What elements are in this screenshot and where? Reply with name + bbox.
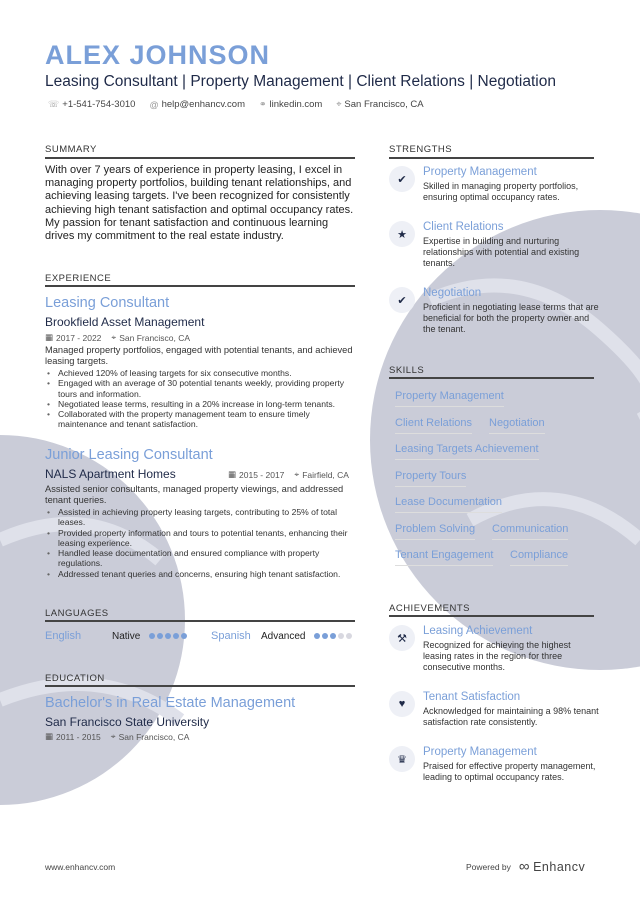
- strength-desc: Expertise in building and nurturing relationships with potential and existing tenants.: [423, 236, 580, 268]
- achievements-divider: [389, 615, 594, 617]
- achievement-desc: Recognized for achieving the highest leasing rates in the region for three consecutive months.: [423, 640, 571, 672]
- list-item: • Assisted in achieving property leasing targets, contributing to 25% of total leases.: [47, 507, 355, 528]
- language-dots-2: [314, 633, 352, 639]
- wand-icon: ⚒: [389, 625, 415, 651]
- experience-divider: [45, 285, 355, 287]
- languages-divider: [45, 620, 355, 622]
- strength-desc: Proficient in negotiating lease terms that are beneficial for both the property owner and the tenant.: [423, 302, 599, 334]
- language-dots-1: [149, 633, 211, 639]
- pin-icon: ⌖: [111, 332, 117, 342]
- contact-row: [48, 99, 424, 110]
- languages-heading: LANGUAGES: [45, 608, 109, 619]
- list-item: • Engaged with an average of 30 potential tenants weekly, providing property tours and information.: [47, 378, 355, 399]
- summary-text: With over 7 years of experience in property leasing, I excel in managing property portfolios, building tenant relationships, and achieving leasing targets. I've been recognized for consistently achieving high tenant satisfaction and optimal occupancy rates. My passion for tenant satisfaction and continuous learning drives my commitment to the real estate industry.: [45, 164, 354, 243]
- check-icon: ✔: [389, 166, 415, 192]
- summary-divider: [45, 157, 355, 159]
- skill-tag: Compliance: [510, 549, 568, 566]
- school: San Francisco State University: [45, 715, 210, 729]
- strengths-divider: [389, 157, 594, 159]
- footer-website[interactable]: www.enhancv.com: [45, 862, 116, 872]
- achievement-title: Tenant Satisfaction: [423, 691, 521, 703]
- contact-email[interactable]: [149, 99, 245, 110]
- job-dates-1: 2017 - 2022: [56, 332, 102, 343]
- contact-linkedin[interactable]: [259, 99, 322, 110]
- list-item: • Achieved 120% of leasing targets for six consecutive months.: [47, 368, 355, 378]
- skill-tag: Property Tours: [395, 470, 466, 487]
- skills-heading: SKILLS: [389, 365, 425, 376]
- summary-heading: SUMMARY: [45, 144, 97, 155]
- job-location-1: San Francisco, CA: [119, 332, 191, 343]
- level-dot: [181, 633, 187, 639]
- achievement-desc: Praised for effective property management, leading to optimal occupancy rates.: [423, 761, 596, 782]
- list-item: • Negotiated lease terms, resulting in a 20% increase in long-term tenants.: [47, 399, 355, 409]
- list-item: • Handled lease documentation and ensured compliance with property regulations.: [47, 548, 355, 569]
- strength-title: Client Relations: [423, 221, 504, 233]
- achievement-title: Leasing Achievement: [423, 625, 533, 637]
- achievement-title: Property Management: [423, 746, 537, 758]
- company-2: NALS Apartment Homes: [45, 467, 176, 481]
- footer-branding: [466, 858, 585, 875]
- achievement-desc: Acknowledged for maintaining a 98% tenant satisfaction rate consistently.: [423, 706, 599, 727]
- pin-icon: ⌖: [336, 99, 342, 109]
- strength-title: Negotiation: [423, 287, 482, 299]
- level-dot: [165, 633, 171, 639]
- linkedin-text: linkedin.com: [269, 99, 323, 110]
- contact-phone: [48, 99, 135, 110]
- language-name-1: English: [45, 630, 82, 642]
- language-level-1: Native: [112, 630, 141, 642]
- job-bullets-1: [47, 368, 355, 430]
- level-dot: [322, 633, 328, 639]
- job-description-2: Assisted senior consultants, managed property viewings, and addressed tenant queries.: [45, 484, 344, 505]
- level-dot: [338, 633, 344, 639]
- experience-heading: EXPERIENCE: [45, 273, 112, 284]
- language-name-2: Spanish: [211, 630, 251, 642]
- list-item: • Addressed tenant queries and concerns, ensuring high tenant satisfaction.: [47, 569, 355, 579]
- degree: Bachelor's in Real Estate Management: [45, 695, 296, 711]
- strengths-heading: STRENGTHS: [389, 144, 453, 155]
- headline: Leasing Consultant | Property Management | Client Relations | Negotiation: [45, 73, 556, 90]
- calendar-icon: ▦: [228, 469, 237, 479]
- job-dates-2: 2015 - 2017: [239, 469, 285, 480]
- infinity-icon: ∞: [518, 858, 531, 875]
- email-text: help@enhancv.com: [161, 99, 245, 110]
- job-description-1: Managed property portfolios, engaged with potential tenants, and achieved leasing targets.: [45, 345, 353, 366]
- education-location: San Francisco, CA: [118, 731, 190, 742]
- phone-text: +1-541-754-3010: [62, 99, 136, 110]
- pin-icon: ⌖: [110, 731, 116, 741]
- level-dot: [330, 633, 336, 639]
- skill-tag: Negotiation: [489, 417, 545, 434]
- pin-icon: ⌖: [294, 469, 300, 479]
- languages-row: [45, 630, 352, 642]
- heart-icon: ♥: [389, 691, 415, 717]
- powered-by-text: Powered by: [466, 861, 511, 872]
- at-icon: @: [149, 99, 159, 110]
- level-dot: [346, 633, 352, 639]
- skill-tag: Communication: [492, 523, 568, 540]
- calendar-icon: ▦: [45, 731, 54, 741]
- brand-logo[interactable]: [519, 858, 585, 875]
- skill-tag: Tenant Engagement: [395, 549, 493, 566]
- job-title-1: Leasing Consultant: [45, 295, 170, 311]
- contact-location: [336, 99, 423, 110]
- education-meta: [45, 731, 189, 742]
- company-1: Brookfield Asset Management: [45, 315, 205, 329]
- job-location-2: Fairfield, CA: [302, 469, 349, 480]
- level-dot: [149, 633, 155, 639]
- language-level-2: Advanced: [261, 630, 306, 642]
- achievements-heading: ACHIEVEMENTS: [389, 603, 470, 614]
- skills-divider: [389, 377, 594, 379]
- strength-desc: Skilled in managing property portfolios, ensuring optimal occupancy rates.: [423, 181, 579, 202]
- education-dates: 2011 - 2015: [56, 731, 101, 742]
- check-icon: ✔: [389, 287, 415, 313]
- skill-tag: Lease Documentation: [395, 496, 502, 513]
- skill-tag: Problem Solving: [395, 523, 475, 540]
- skill-tag: Client Relations: [395, 417, 472, 434]
- job-meta-2: [228, 469, 349, 480]
- phone-icon: ☏: [48, 99, 60, 109]
- education-heading: EDUCATION: [45, 673, 105, 684]
- job-meta-1: [45, 332, 190, 343]
- level-dot: [173, 633, 179, 639]
- list-item: • Collaborated with the property management team to ensure timely maintenance and tenant satisfaction.: [47, 409, 355, 430]
- education-divider: [45, 685, 355, 687]
- level-dot: [314, 633, 320, 639]
- job-bullets-2: [47, 507, 355, 579]
- candidate-name: ALEX JOHNSON: [45, 40, 271, 70]
- job-title-2: Junior Leasing Consultant: [45, 447, 213, 463]
- location-text: San Francisco, CA: [344, 99, 424, 110]
- star-icon: ★: [389, 221, 415, 247]
- strength-title: Property Management: [423, 166, 537, 178]
- trophy-icon: ♛: [389, 746, 415, 772]
- skill-tag: Property Management: [395, 390, 504, 407]
- link-icon: ⚭: [258, 99, 267, 109]
- calendar-icon: ▦: [45, 332, 54, 342]
- skill-tag: Leasing Targets Achievement: [395, 443, 539, 460]
- list-item: • Provided property information and tours to potential tenants, enhancing their leasing experience.: [47, 528, 355, 549]
- brand-name: Enhancv: [533, 859, 586, 874]
- level-dot: [157, 633, 163, 639]
